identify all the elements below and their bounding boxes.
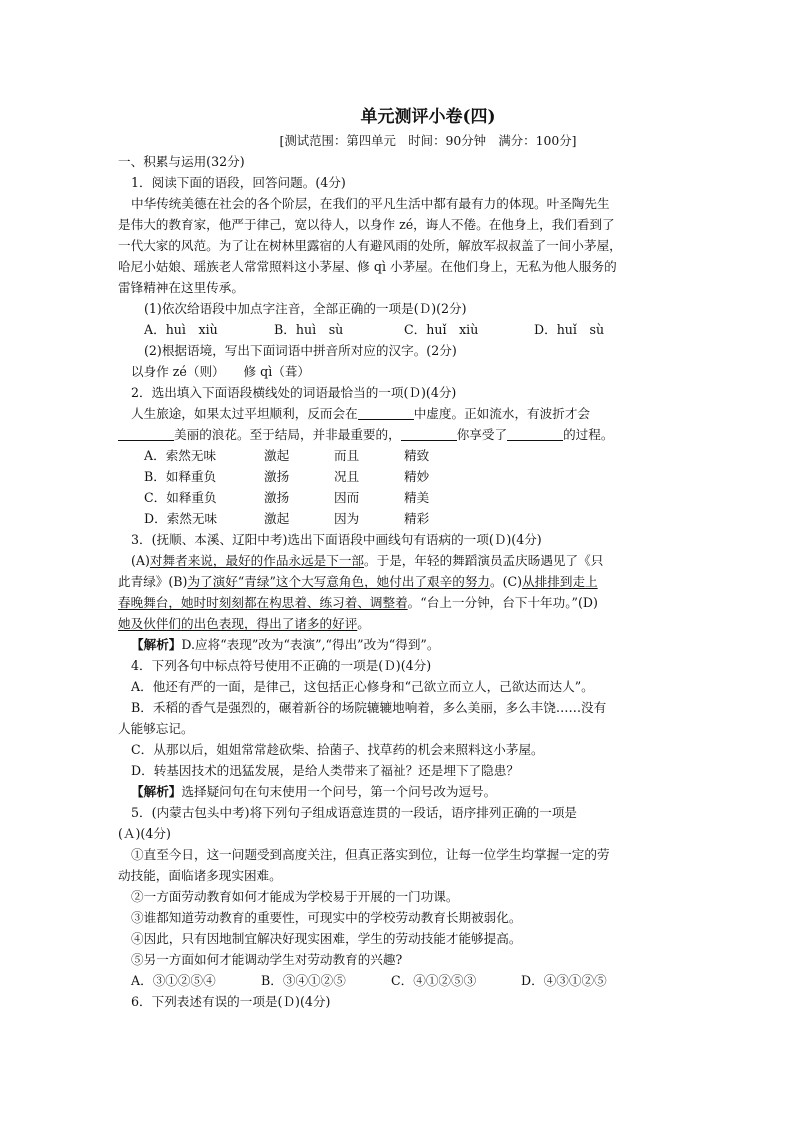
q5-sentence-1-cont: 动技能，面临诸多现实困难。 bbox=[118, 868, 282, 883]
option-a: A．huì xiù bbox=[144, 322, 218, 337]
option-d: D．④③①②⑤ bbox=[521, 973, 607, 988]
q4-option-b: B．禾稻的香气是强烈的，碾着新谷的场院辘辘地响着，多么美丽，多么丰饶……没有 bbox=[131, 700, 607, 715]
q2-option-row: A．索然无味 激起 而且 精致 bbox=[144, 448, 430, 463]
exam-page bbox=[118, 104, 678, 1012]
fill-blank bbox=[507, 426, 563, 441]
question-4-stem: 4．下列各句中标点符号使用不正确的一项是(Ｄ)(4分) bbox=[131, 658, 432, 673]
q4-analysis: 【解析】选择疑问句在句末使用一个问号，第一个问号改为逗号。 bbox=[131, 784, 497, 799]
option-b: B．huì sù bbox=[274, 322, 344, 337]
q5-sentence-1: ①直至今日，这一问题受到高度关注，但真正落实到位，让每一位学生均掌握一定的劳 bbox=[131, 847, 610, 862]
q2-option-row: D．索然无味 激起 因为 精彩 bbox=[144, 511, 430, 526]
q3-passage-line: 春晚舞台，她时时刻刻都在构思着、练习着、调整着。“台上一分钟，台下十年功。”(D) bbox=[118, 595, 598, 610]
q5-sentence-3: ③谁都知道劳动教育的重要性，可现实中的学校劳动教育长期被弱化。 bbox=[131, 910, 522, 925]
q2-passage-line: 美丽的浪花。至于结局，并非最重要的， 你享受了 的过程。 bbox=[118, 424, 678, 445]
q3-passage-line: 她及伙伴们的出色表现，得出了诸多的好评。 bbox=[118, 616, 370, 631]
q4-option-a: A．他还有严的一面，是律己，这包括正心修身和“己欲立而立人，己欲达而达人”。 bbox=[131, 679, 594, 694]
question-3-stem: 3．(抚顺、本溪、辽阳中考)选出下面语段中画线句有语病的一项(Ｄ)(4分) bbox=[131, 532, 542, 547]
q1-passage-line: 中华传统美德在社会的各个阶层，在我们的平凡生活中都有最有力的体现。叶圣陶先生 bbox=[131, 196, 610, 211]
underlined-sentence-a: 对舞者来说，最好的作品永远是下一部 bbox=[149, 553, 365, 568]
question-5-stem-cont: (Ａ)(4分) bbox=[118, 826, 171, 841]
q1-sub2: (2)根据语境，写出下面词语中拼音所对应的汉字。(2分) bbox=[144, 343, 457, 358]
fill-blank bbox=[358, 405, 414, 420]
q1-sub2-answer: 以身作 zé（则） 修 qì（葺） bbox=[131, 364, 311, 379]
q1-sub1-options bbox=[118, 319, 678, 340]
q1-passage-line: 一代大家的风范。为了让在树林里露宿的人有避风雨的处所，解放军叔叔盖了一间小茅屋， bbox=[118, 238, 622, 253]
fill-blank bbox=[118, 426, 174, 441]
underlined-sentence-c: 从排排到走上 bbox=[522, 574, 598, 589]
q3-passage-line: 此青绿》(B)为了演好“青绿”这个大写意角色，她付出了艰辛的努力。(C)从排排到走上 bbox=[118, 574, 598, 589]
q1-sub1: (1)依次给语段中加点字注音，全部正确的一项是(Ｄ)(2分) bbox=[144, 301, 467, 316]
test-scope: [测试范围：第四单元 时间：90分钟 满分：100分] bbox=[279, 133, 577, 148]
q5-options bbox=[118, 970, 678, 991]
q1-passage-line: 哈尼小姑娘、瑶族老人常常照料这小茅屋、修 qì 小茅屋。在他们身上，无私为他人服务的 bbox=[118, 259, 617, 274]
page-title: 单元测评小卷(四) bbox=[360, 107, 496, 127]
q2-option-row: B．如释重负 激扬 况且 精妙 bbox=[144, 469, 430, 484]
question-1-stem: 1．阅读下面的语段，回答问题。(4分) bbox=[131, 175, 346, 190]
q1-passage-line: 是伟大的教育家，他严于律己，宽以待人，以身作 zé，诲人不倦。在他身上，我们看到了 bbox=[118, 217, 615, 232]
q2-option-row: C．如释重负 激扬 因而 精美 bbox=[144, 490, 430, 505]
underlined-sentence-d: 她及伙伴们的出色表现，得出了诸多的好评 bbox=[118, 616, 358, 631]
underlined-sentence-c: 春晚舞台，她时时刻刻都在构思着、练习着、调整着 bbox=[118, 595, 408, 610]
option-a: A．③①②⑤④ bbox=[131, 973, 216, 988]
q5-sentence-4: ④因此，只有因地制宜解决好现实困难，学生的劳动技能才能够提高。 bbox=[131, 931, 522, 946]
section-heading: 一、积累与运用(32分) bbox=[118, 154, 245, 169]
q4-option-b-cont: 人能够忘记。 bbox=[118, 721, 194, 736]
q4-option-c: C．从那以后，姐姐常常趁砍柴、拾菌子、找草药的机会来照料这小茅屋。 bbox=[131, 742, 544, 757]
q5-sentence-2: ②一方面劳动教育如何才能成为学校易于开展的一门功课。 bbox=[131, 889, 459, 904]
option-b: B．③④①②⑤ bbox=[261, 973, 346, 988]
question-2-stem: 2．选出填入下面语段横线处的词语最恰当的一项(Ｄ)(4分) bbox=[131, 385, 457, 400]
question-5-stem: 5．(内蒙古包头中考)将下列句子组成语意连贯的一段话，语序排列正确的一项是 bbox=[131, 805, 578, 820]
q5-sentence-5: ⑤另一方面如何才能调动学生对劳动教育的兴趣? bbox=[131, 952, 403, 967]
question-6-stem: 6．下列表述有误的一项是(Ｄ)(4分) bbox=[131, 994, 331, 1009]
underlined-sentence-b: 为了演好“青绿”这个大写意角色，她付出了艰辛的努力 bbox=[187, 574, 491, 589]
option-c: C．④①②⑤③ bbox=[391, 973, 477, 988]
option-c: C．huǐ xiù bbox=[404, 322, 479, 337]
q3-passage-line: (A)对舞者来说，最好的作品永远是下一部。于是，年轻的舞蹈演员孟庆旸遇见了《只 bbox=[131, 553, 604, 568]
q3-analysis: 【解析】D.应将“表现”改为“表演”,“得出”改为“得到”。 bbox=[131, 637, 440, 652]
option-d: D．huǐ sù bbox=[534, 322, 605, 337]
fill-blank bbox=[401, 426, 457, 441]
q2-passage-line: 人生旅途，如果太过平坦顺利，反而会在 中虚度。正如流水，有波折才会 bbox=[131, 406, 590, 421]
q4-option-d: D．转基因技术的迅猛发展，是给人类带来了福祉？还是埋下了隐患？ bbox=[131, 763, 519, 778]
q1-passage-line: 雷锋精神在这里传承。 bbox=[118, 280, 244, 295]
